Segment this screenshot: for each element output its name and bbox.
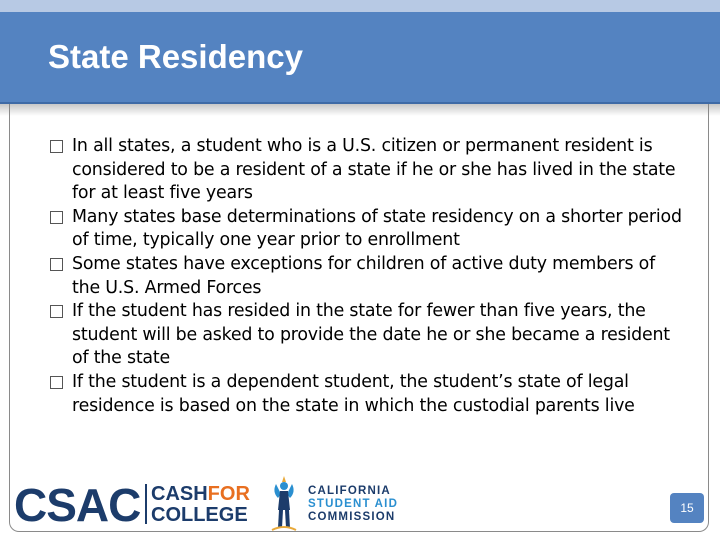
commission-line-2: STUDENT AID bbox=[308, 498, 399, 510]
commission-line-1: CALIFORNIA bbox=[308, 485, 391, 497]
square-bullet-icon bbox=[50, 258, 63, 271]
square-bullet-icon bbox=[50, 376, 63, 389]
top-accent-strip bbox=[0, 0, 720, 12]
bullet-text: Some states have exceptions for children of active duty members of the U.S. Armed Forces bbox=[72, 253, 656, 298]
bullet-text: In all states, a student who is a U.S. citizen or permanent resident is considered to be a resident of a state if he or she has lived in the state for at least five years bbox=[72, 136, 676, 204]
csac-commission-logo bbox=[308, 485, 398, 524]
cash-for-college-logo-bottom: COLLEGE bbox=[151, 504, 248, 526]
bullet-item bbox=[46, 300, 686, 371]
bullet-text: If the student has resided in the state for fewer than five years, the student will be asked to provide the date he or she became a resident of the state bbox=[72, 301, 670, 369]
bullet-text: Many states base determinations of state residency on a shorter period of time, typically one year prior to enrollment bbox=[72, 206, 682, 251]
page-number-badge: 15 bbox=[670, 493, 704, 523]
cash-for-college-logo-top bbox=[151, 484, 250, 504]
slide-title: State Residency bbox=[48, 38, 303, 75]
bullet-item bbox=[46, 206, 686, 253]
bullet-item bbox=[46, 135, 686, 206]
bullet-text: If the student is a dependent student, the student’s state of legal residence is based on the state in which the custodial parents live bbox=[72, 371, 635, 416]
square-bullet-icon bbox=[50, 305, 63, 318]
bullet-item bbox=[46, 371, 686, 418]
cash-word: CASH bbox=[151, 483, 208, 505]
csac-logo: CSAC bbox=[14, 479, 141, 531]
bullet-list bbox=[46, 135, 686, 418]
for-word: FOR bbox=[207, 483, 250, 505]
square-bullet-icon bbox=[50, 140, 63, 153]
commission-line-3: COMMISSION bbox=[308, 511, 396, 523]
logo-divider bbox=[145, 484, 147, 524]
graduate-figure-icon bbox=[266, 474, 302, 532]
square-bullet-icon bbox=[50, 211, 63, 224]
bullet-item bbox=[46, 253, 686, 300]
